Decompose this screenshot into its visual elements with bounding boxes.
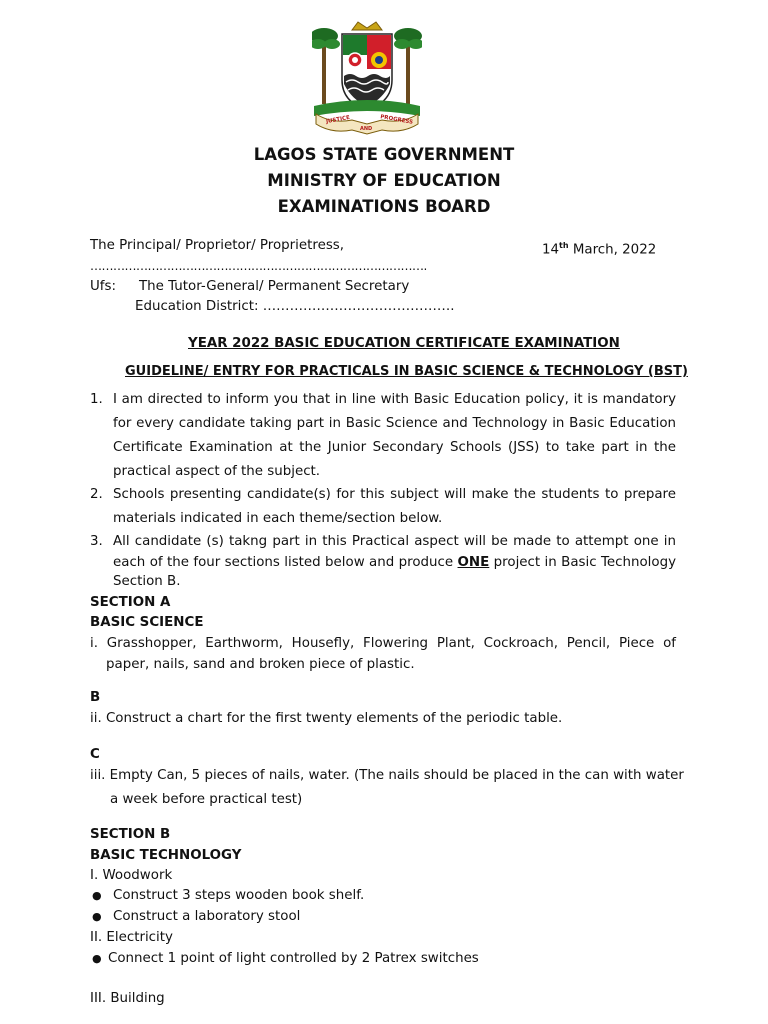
woodwork-item-1: Construct 3 steps wooden book shelf. (113, 888, 365, 903)
motto-middle: AND (360, 126, 373, 132)
exam-title: YEAR 2022 BASIC EDUCATION CERTIFICATE EXAMINATION (188, 336, 620, 351)
ufs-label: Ufs: (90, 279, 117, 294)
header-government: LAGOS STATE GOVERNMENT (253, 145, 515, 164)
electricity-item-1: Connect 1 point of light controlled by 2 Patrex switches (108, 951, 479, 966)
bullet-icon: ● (92, 889, 102, 902)
bullet-icon: ● (92, 952, 102, 965)
point-3-line-1: All candidate (s) takng part in this Practical aspect will be made to attempt one in (113, 534, 676, 549)
section-a-c-label: C (90, 747, 100, 762)
section-a-item-i-line-1: i. Grasshopper, Earthworm, Housefly, Flowering Plant, Cockroach, Pencil, Piece of (90, 636, 676, 651)
point-2-line-2: materials indicated in each theme/section below. (113, 511, 443, 526)
point-1-line-3: Certificate Examination at the Junior Secondary Schools (JSS) to take part in the (113, 440, 676, 455)
section-a-heading: SECTION A (90, 595, 171, 610)
date-day: 14 (542, 242, 560, 258)
section-b-heading: SECTION B (90, 827, 171, 842)
electricity-heading: II. Electricity (90, 930, 173, 945)
guideline-title: GUIDELINE/ ENTRY FOR PRACTICALS IN BASIC SCIENCE & TECHNOLOGY (BST) (125, 364, 688, 379)
building-heading: III. Building (90, 991, 165, 1006)
section-a-item-iii-line-1: iii. Empty Can, 5 pieces of nails, water. (The nails should be placed in the can with water (90, 768, 684, 783)
section-b-subheading: BASIC TECHNOLOGY (90, 848, 242, 863)
point-1-number: 1. (90, 392, 103, 407)
point-2-line-1: Schools presenting candidate(s) for this subject will make the students to prepare (113, 487, 676, 502)
header-ministry: MINISTRY OF EDUCATION (267, 171, 501, 190)
section-a-subheading: BASIC SCIENCE (90, 615, 204, 630)
point-1-line-1: I am directed to inform you that in line with Basic Education policy, it is mandatory (113, 392, 676, 407)
education-district: Education District: ……………………………………. (135, 299, 455, 314)
point-1-line-4: practical aspect of the subject. (113, 464, 321, 479)
recipient-dots: ……………………………………………………………………………. (90, 259, 427, 273)
section-a-item-iii-line-2: a week before practical test) (110, 792, 303, 807)
woodwork-item-2: Construct a laboratory stool (113, 909, 301, 924)
point-1-line-2: for every candidate taking part in Basic Science and Technology in Basic Education (113, 416, 676, 431)
lagos-state-crest (312, 20, 422, 138)
ufs-value: The Tutor-General/ Permanent Secretary (139, 279, 410, 294)
point-3-emphasis-one: ONE (457, 555, 490, 570)
date-suffix: th (559, 241, 569, 250)
recipient-line: The Principal/ Proprietor/ Proprietress, (90, 238, 345, 253)
point-3-line-3: Section B. (113, 574, 181, 589)
header-board: EXAMINATIONS BOARD (277, 197, 491, 216)
motto-right: PROGRESS (379, 114, 414, 126)
motto-left: JUSTICE (325, 114, 351, 126)
point-3-text-a: each of the four sections listed below and produce (113, 555, 458, 570)
bullet-icon: ● (92, 910, 102, 923)
section-a-item-ii: ii. Construct a chart for the first twenty elements of the periodic table. (90, 711, 563, 726)
section-a-item-i-line-2: paper, nails, sand and broken piece of plastic. (106, 657, 415, 672)
date-rest: March, 2022 (568, 242, 657, 258)
point-3-text-c: project in Basic Technology (489, 555, 677, 570)
point-3-line-2 (113, 554, 676, 571)
point-2-number: 2. (90, 487, 103, 502)
woodwork-heading: I. Woodwork (90, 868, 173, 883)
letter-date (542, 237, 656, 258)
point-3-number: 3. (90, 534, 103, 549)
section-a-b-label: B (90, 690, 101, 705)
